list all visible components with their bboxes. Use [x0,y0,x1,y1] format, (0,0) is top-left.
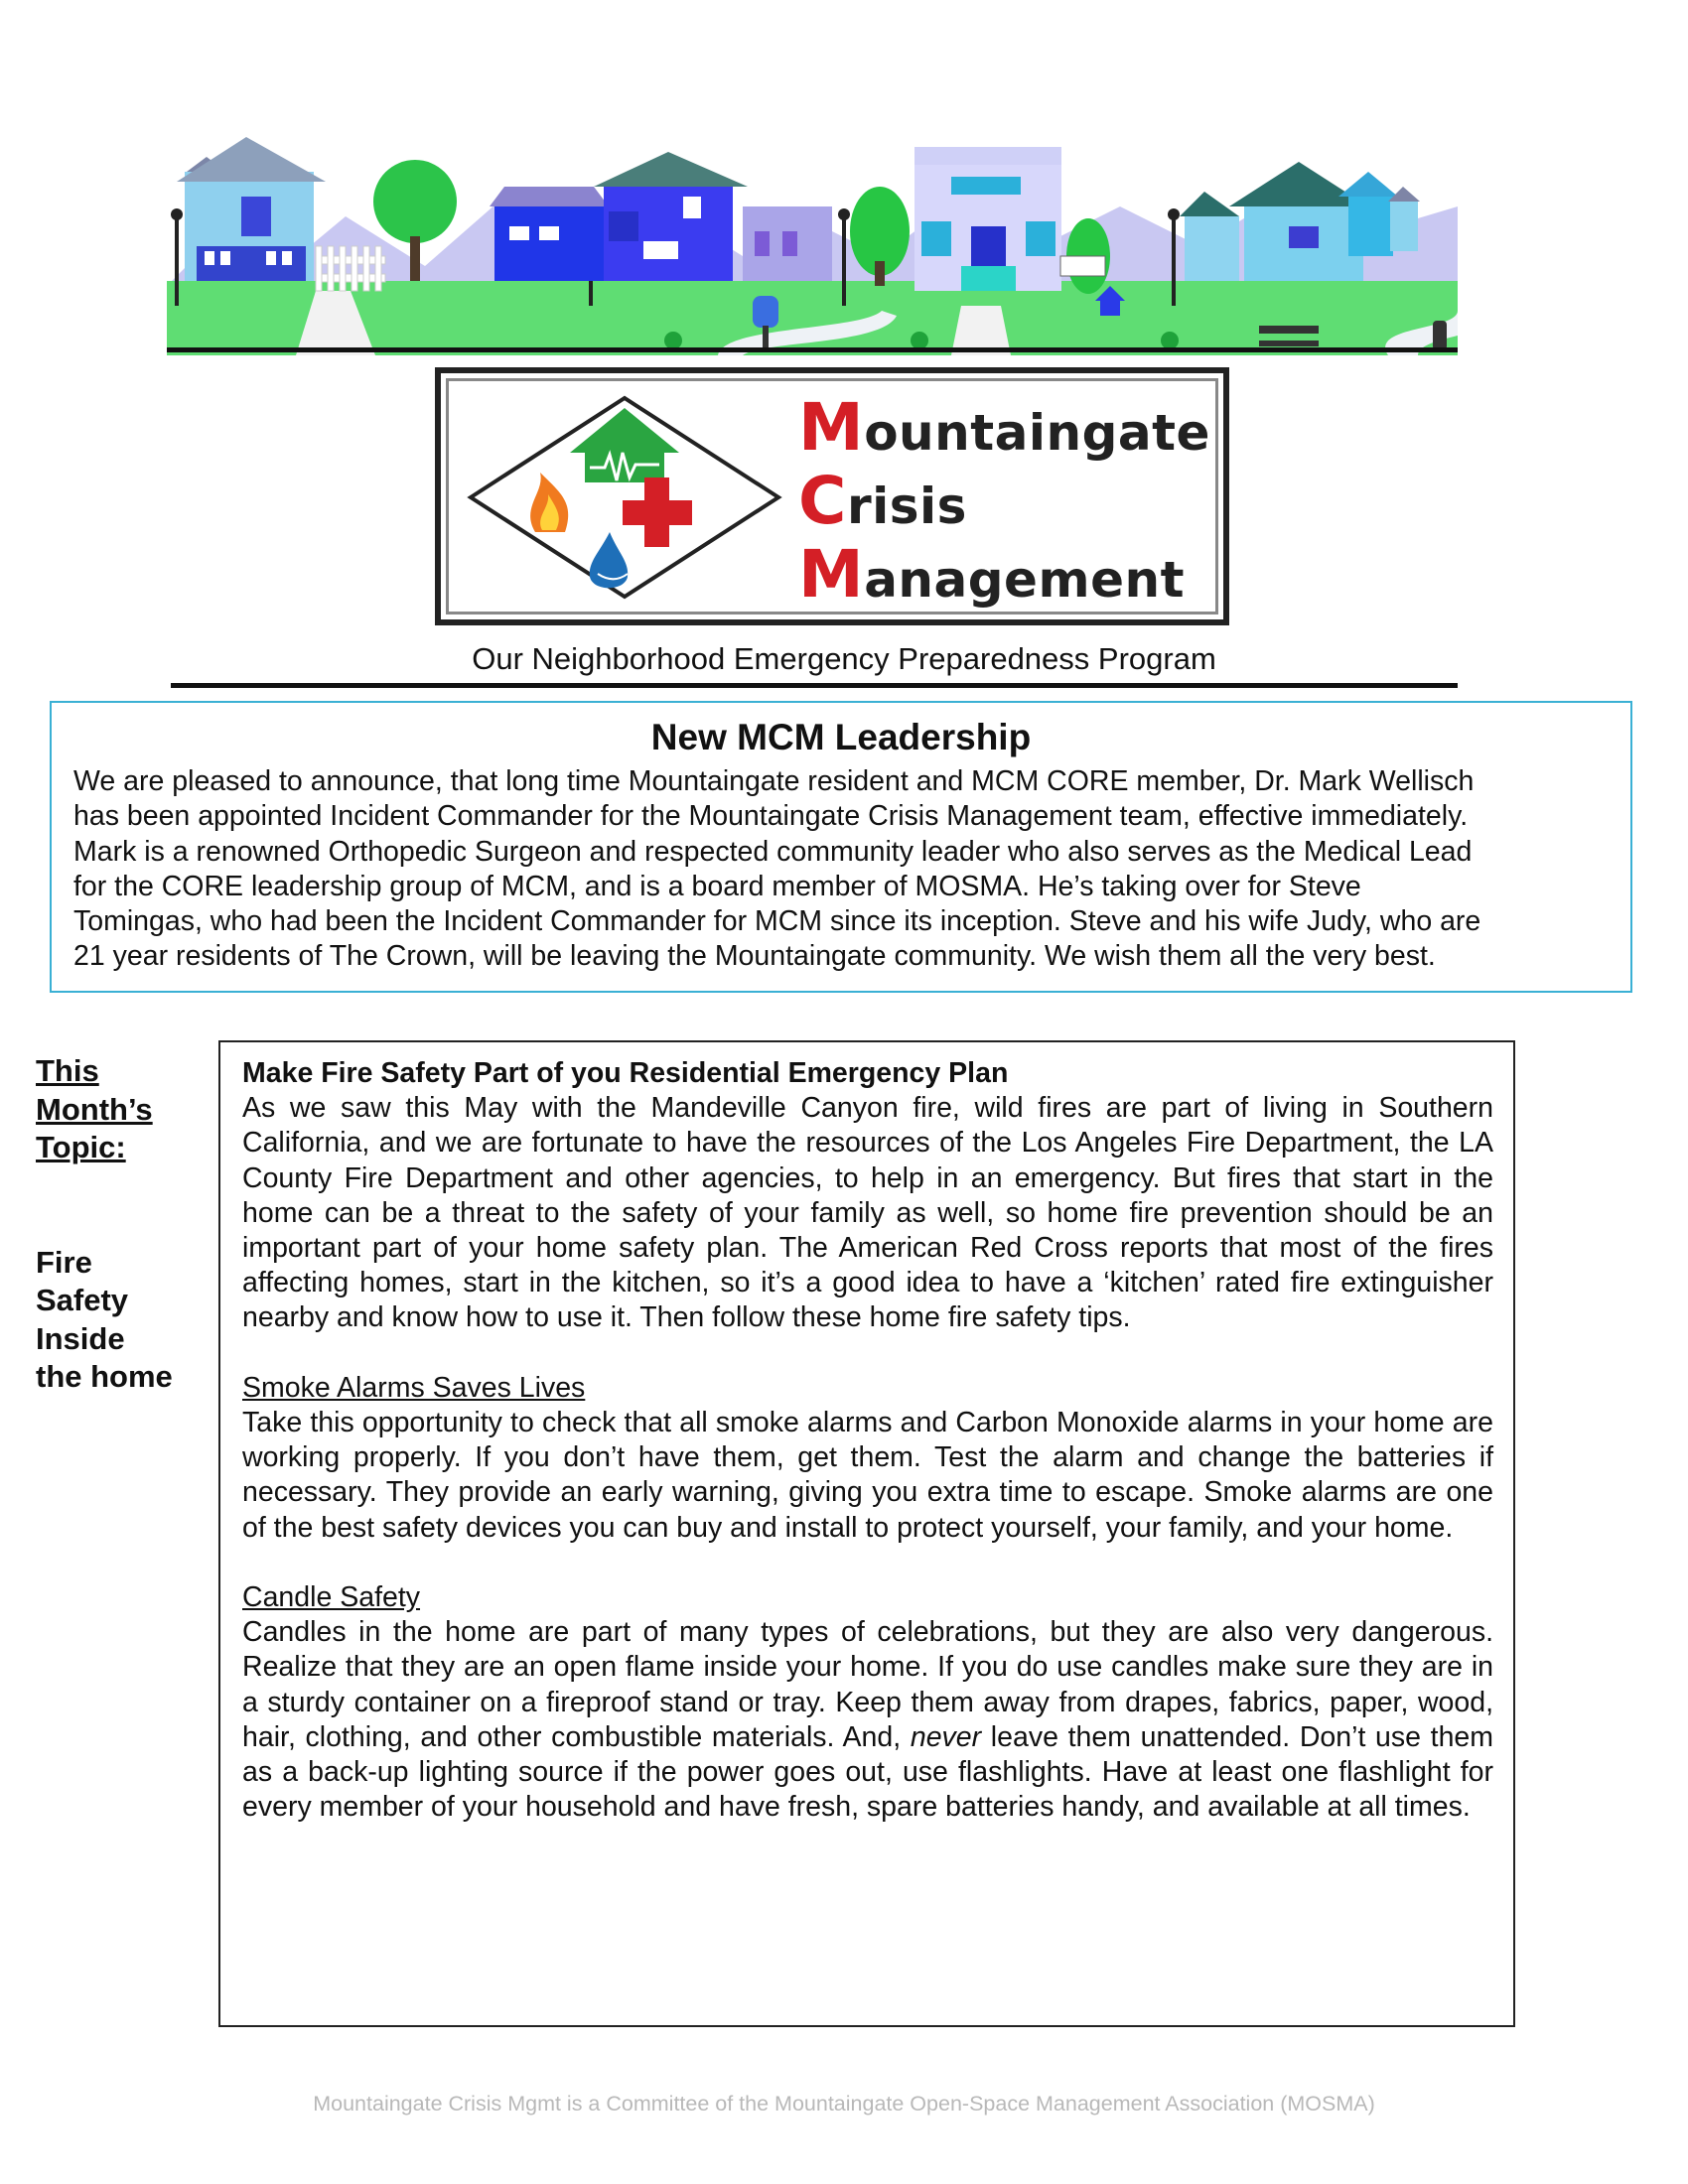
leadership-line: We are pleased to announce, that long time Mountaingate resident and MCM CORE member, Dr. Mark Wellisch [73,765,1475,797]
smoke-alarms-text: Take this opportunity to check that all smoke alarms and Carbon Monoxide alarms in your home are working properly. If you don’t have them, get them. Test the alarm and change the batteries if necessary. They provide an early warning, giving you extra time to escape. Smoke alarms are one of the best safety devices you can buy and install to protect yourself, your family, and your home. [242,1407,1493,1544]
article-title: Make Fire Safety Part of you Residential Emergency Plan [242,1057,1009,1089]
neighborhood-houses-illustration [167,137,1458,355]
leadership-line: for the CORE leadership group of MCM, and is a board member of MOSMA. He’s taking over for Steve [73,870,1361,902]
banner-divider [167,347,1458,352]
logo-diamond-graphic [461,383,788,612]
topic-sidebar [36,1052,214,1397]
footer-note: Mountaingate Crisis Mgmt is a Committee of the Mountaingate Open-Space Management Association (MOSMA) [313,2092,1375,2116]
emphasis-never: never [910,1720,982,1753]
candle-safety-text: Candles in the home are part of many types of celebrations, but they are also very dangerous. Realize that they are an open flame inside your home. If you do use candles make sure they are in a sturdy container on a fireproof stand or tray. Keep them away from drapes, fabrics, paper, wood, hair, clothing, and other combustible materials. And, never leave them unattended. Don’t use them as a back-up lighting source if the power goes out, use flashlights. Have at least one flashlight for every member of your household and have fresh, spare batteries handy, and available at all times. [242,1616,1494,1824]
candle-safety-heading: Candle Safety [242,1581,421,1614]
topic-heading: This Month’s Topic: [36,1053,153,1164]
logo-line-mountaingate: Mountaingate [798,389,1210,466]
leadership-line: Mark is a renowned Orthopedic Surgeon and respected community leader who also serves as the Medical Lead [73,835,1473,868]
leadership-line: Tomingas, who had been the Incident Commander for MCM since its inception. Steve and his wife Judy, who are [73,905,1481,938]
tagline: Our Neighborhood Emergency Preparedness Program [472,641,1216,676]
leadership-line: 21 year residents of The Crown, will be leaving the Mountaingate community. We wish them all the very best. [73,940,1436,973]
article-intro: As we saw this May with the Mandeville Canyon fire, wild fires are part of living in Southern California, and we are fortunate to have the resources of the Los Angeles Fire Department, the LA County Fire Department and other agencies, to help in an emergency. But fires that start in the home can be a threat to the safety of your family as well, so home fire prevention should be an important part of your home safety plan. The American Red Cross reports that most of the fires affecting homes, start in the kitchen, so it’s a good idea to have a ‘kitchen’ rated fire extinguisher nearby and know how to use it. Then follow these home fire safety tips. [242,1092,1493,1334]
logo-line-management: Management [798,536,1185,613]
leadership-title: New MCM Leadership [650,717,1032,757]
fire-safety-article [218,1040,1515,2027]
earthquake-house-icon [570,408,679,482]
leadership-body [73,764,1613,975]
leadership-announcement [50,701,1632,993]
mcm-logo [435,367,1229,625]
logo-line-crisis: Crisis [798,463,967,539]
smoke-alarms-heading: Smoke Alarms Saves Lives [242,1371,586,1404]
topic-name: Fire Safety Inside the home [36,1244,173,1394]
tagline-divider [171,683,1458,688]
leadership-line: has been appointed Incident Commander for the Mountaingate Crisis Management team, effective immediately. [73,800,1469,833]
